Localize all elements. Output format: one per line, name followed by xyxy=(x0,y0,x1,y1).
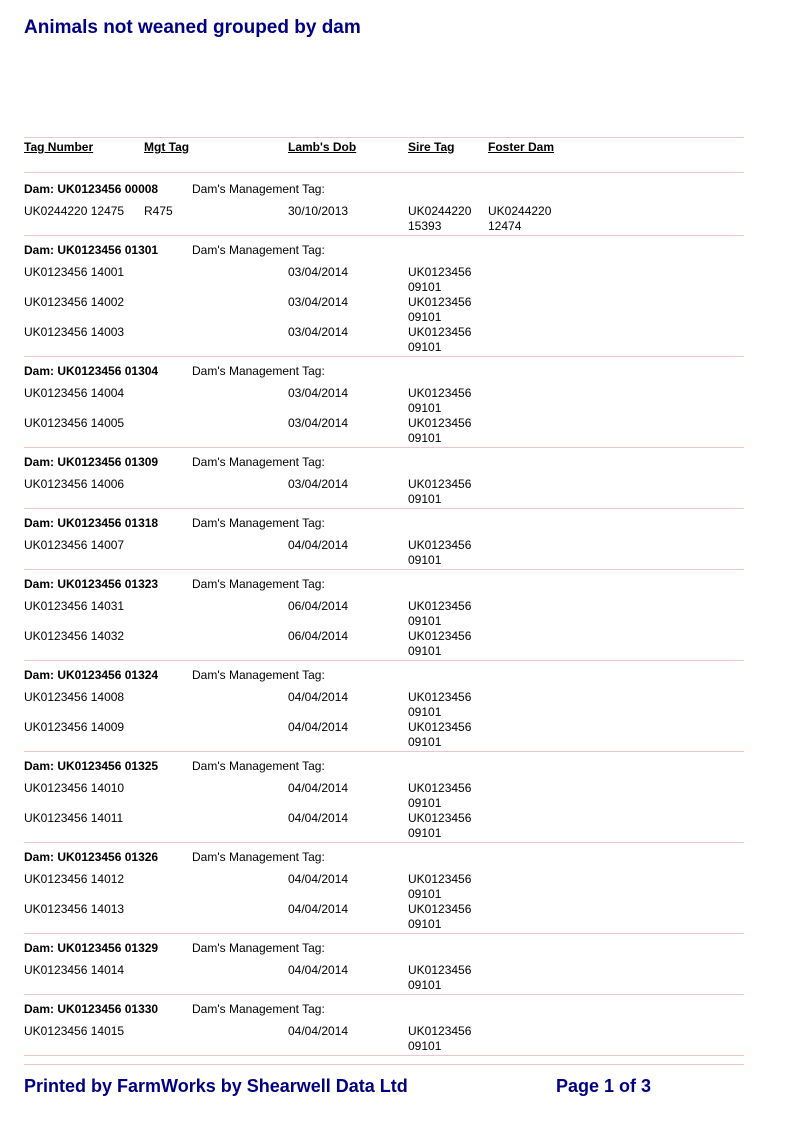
dam-management-tag-label: Dam's Management Tag: xyxy=(192,182,325,196)
lamb-dob: 03/04/2014 xyxy=(288,416,349,430)
dam-group xyxy=(24,509,744,570)
dam-tag: Dam: UK0123456 01323 xyxy=(24,577,159,591)
lamb-tag-number: UK0123456 14005 xyxy=(24,416,125,430)
lamb-row xyxy=(24,689,744,719)
dam-tag: Dam: UK0123456 00008 xyxy=(24,182,159,196)
dam-group xyxy=(24,934,744,995)
lamb-tag-number: UK0123456 14013 xyxy=(24,902,125,916)
lamb-row xyxy=(24,598,744,628)
dam-tag: Dam: UK0123456 01326 xyxy=(24,850,159,864)
lamb-dob: 03/04/2014 xyxy=(288,325,349,339)
dam-header xyxy=(24,570,744,598)
sire-tag: UK0123456 09101 xyxy=(408,811,472,840)
dam-tag: Dam: UK0123456 01329 xyxy=(24,941,159,955)
sire-tag: UK0123456 09101 xyxy=(408,720,472,749)
column-header-tag-number: Tag Number xyxy=(24,140,94,154)
column-header-mgt-tag: Mgt Tag xyxy=(144,140,190,154)
lamb-dob: 03/04/2014 xyxy=(288,265,349,279)
lamb-mgt-tag: R475 xyxy=(144,204,173,218)
lamb-row xyxy=(24,324,744,354)
dam-group xyxy=(24,843,744,934)
sire-tag: UK0123456 09101 xyxy=(408,963,472,992)
sire-tag: UK0244220 15393 xyxy=(408,204,472,233)
dam-management-tag-label: Dam's Management Tag: xyxy=(192,243,325,257)
dam-group xyxy=(24,236,744,357)
lamb-row xyxy=(24,537,744,567)
dam-header xyxy=(24,357,744,385)
lamb-row xyxy=(24,264,744,294)
lamb-tag-number: UK0123456 14032 xyxy=(24,629,125,643)
header-top-rule xyxy=(24,137,744,138)
lamb-dob: 03/04/2014 xyxy=(288,386,349,400)
lamb-tag-number: UK0123456 14015 xyxy=(24,1024,125,1038)
dam-management-tag-label: Dam's Management Tag: xyxy=(192,668,325,682)
column-header-lambs-dob: Lamb's Dob xyxy=(288,140,357,154)
lamb-dob: 04/04/2014 xyxy=(288,902,349,916)
lamb-row xyxy=(24,203,744,233)
dam-group xyxy=(24,448,744,509)
dam-header xyxy=(24,509,744,537)
lamb-tag-number: UK0123456 14031 xyxy=(24,599,125,613)
dam-management-tag-label: Dam's Management Tag: xyxy=(192,516,325,530)
lamb-tag-number: UK0244220 12475 xyxy=(24,204,125,218)
dam-group xyxy=(24,570,744,661)
sire-tag: UK0123456 09101 xyxy=(408,599,472,628)
sire-tag: UK0123456 09101 xyxy=(408,902,472,931)
sire-tag: UK0123456 09101 xyxy=(408,781,472,810)
dam-tag: Dam: UK0123456 01301 xyxy=(24,243,159,257)
dam-tag: Dam: UK0123456 01324 xyxy=(24,668,159,682)
lamb-tag-number: UK0123456 14009 xyxy=(24,720,125,734)
lamb-dob: 06/04/2014 xyxy=(288,599,349,613)
dam-management-tag-label: Dam's Management Tag: xyxy=(192,759,325,773)
lamb-dob: 30/10/2013 xyxy=(288,204,349,218)
lamb-tag-number: UK0123456 14002 xyxy=(24,295,125,309)
lamb-tag-number: UK0123456 14007 xyxy=(24,538,125,552)
lamb-row xyxy=(24,810,744,840)
lamb-tag-number: UK0123456 14008 xyxy=(24,690,125,704)
lamb-dob: 04/04/2014 xyxy=(288,690,349,704)
footer-printed-by: Printed by FarmWorks by Shearwell Data Ltd xyxy=(24,1076,408,1096)
lamb-dob: 04/04/2014 xyxy=(288,720,349,734)
lamb-row xyxy=(24,1023,744,1053)
lamb-dob: 04/04/2014 xyxy=(288,781,349,795)
header-bottom-rule xyxy=(24,172,744,173)
dam-tag: Dam: UK0123456 01325 xyxy=(24,759,159,773)
lamb-dob: 04/04/2014 xyxy=(288,811,349,825)
lamb-dob: 04/04/2014 xyxy=(288,872,349,886)
footer-rule xyxy=(24,1064,744,1065)
dam-tag: Dam: UK0123456 01309 xyxy=(24,455,159,469)
sire-tag: UK0123456 09101 xyxy=(408,690,472,719)
dam-management-tag-label: Dam's Management Tag: xyxy=(192,364,325,378)
lamb-row xyxy=(24,415,744,445)
dam-management-tag-label: Dam's Management Tag: xyxy=(192,850,325,864)
dam-management-tag-label: Dam's Management Tag: xyxy=(192,1002,325,1016)
dam-header xyxy=(24,236,744,264)
dam-group xyxy=(24,752,744,843)
sire-tag: UK0123456 09101 xyxy=(408,265,472,294)
lamb-row xyxy=(24,719,744,749)
dam-management-tag-label: Dam's Management Tag: xyxy=(192,941,325,955)
lamb-row xyxy=(24,385,744,415)
lamb-tag-number: UK0123456 14014 xyxy=(24,963,125,977)
sire-tag: UK0123456 09101 xyxy=(408,416,472,445)
lamb-tag-number: UK0123456 14003 xyxy=(24,325,125,339)
foster-dam: UK0244220 12474 xyxy=(488,204,552,233)
sire-tag: UK0123456 09101 xyxy=(408,477,472,506)
lamb-tag-number: UK0123456 14006 xyxy=(24,477,125,491)
dam-header xyxy=(24,843,744,871)
column-header-foster-dam: Foster Dam xyxy=(488,140,555,154)
dam-management-tag-label: Dam's Management Tag: xyxy=(192,577,325,591)
dam-groups xyxy=(24,175,744,1056)
dam-group xyxy=(24,175,744,236)
lamb-dob: 03/04/2014 xyxy=(288,295,349,309)
lamb-row xyxy=(24,871,744,901)
dam-tag: Dam: UK0123456 01330 xyxy=(24,1002,159,1016)
lamb-dob: 04/04/2014 xyxy=(288,963,349,977)
lamb-row xyxy=(24,962,744,992)
dam-tag: Dam: UK0123456 01318 xyxy=(24,516,159,530)
sire-tag: UK0123456 09101 xyxy=(408,386,472,415)
dam-header xyxy=(24,175,744,203)
sire-tag: UK0123456 09101 xyxy=(408,325,472,354)
dam-group xyxy=(24,995,744,1056)
footer-page-number: Page 1 of 3 xyxy=(556,1076,652,1096)
dam-group xyxy=(24,661,744,752)
dam-header xyxy=(24,661,744,689)
dam-header xyxy=(24,934,744,962)
dam-header xyxy=(24,995,744,1023)
sire-tag: UK0123456 09101 xyxy=(408,872,472,901)
sire-tag: UK0123456 09101 xyxy=(408,538,472,567)
lamb-dob: 03/04/2014 xyxy=(288,477,349,491)
lamb-tag-number: UK0123456 14012 xyxy=(24,872,125,886)
dam-header xyxy=(24,448,744,476)
report-title: Animals not weaned grouped by dam xyxy=(24,17,361,38)
lamb-dob: 06/04/2014 xyxy=(288,629,349,643)
lamb-tag-number: UK0123456 14001 xyxy=(24,265,125,279)
column-header-sire-tag: Sire Tag xyxy=(408,140,455,154)
lamb-row xyxy=(24,901,744,931)
lamb-row xyxy=(24,780,744,810)
sire-tag: UK0123456 09101 xyxy=(408,295,472,324)
lamb-row xyxy=(24,476,744,506)
dam-management-tag-label: Dam's Management Tag: xyxy=(192,455,325,469)
dam-tag: Dam: UK0123456 01304 xyxy=(24,364,159,378)
lamb-row xyxy=(24,628,744,658)
lamb-tag-number: UK0123456 14011 xyxy=(24,811,124,825)
lamb-tag-number: UK0123456 14004 xyxy=(24,386,125,400)
lamb-dob: 04/04/2014 xyxy=(288,538,349,552)
dam-header xyxy=(24,752,744,780)
dam-group xyxy=(24,357,744,448)
lamb-row xyxy=(24,294,744,324)
lamb-dob: 04/04/2014 xyxy=(288,1024,349,1038)
lamb-tag-number: UK0123456 14010 xyxy=(24,781,125,795)
sire-tag: UK0123456 09101 xyxy=(408,629,472,658)
sire-tag: UK0123456 09101 xyxy=(408,1024,472,1053)
